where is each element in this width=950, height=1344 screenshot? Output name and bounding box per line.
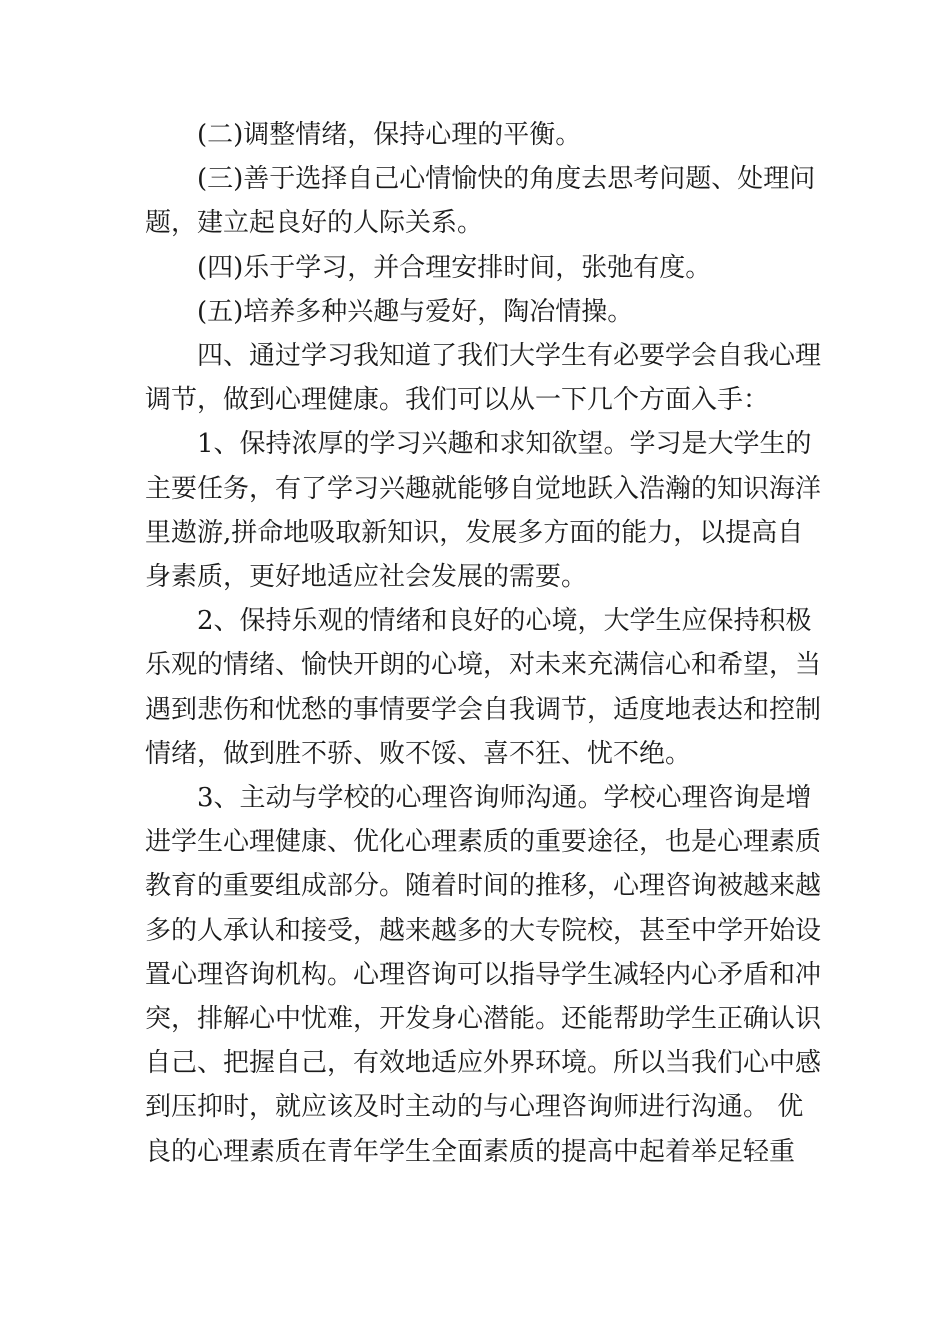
text-line: 乐观的情绪、愉快开朗的心境，对未来充满信心和希望，当 — [145, 650, 822, 681]
item-2 — [145, 599, 825, 776]
text-line: 1、保持浓厚的学习兴趣和求知欲望。学习是大学生的 — [197, 429, 812, 460]
text-line: 到压抑时，就应该及时主动的与心理咨询师进行沟通。 优 — [145, 1092, 804, 1123]
text-line: (四)乐于学习，并合理安排时间，张弛有度。 — [197, 252, 712, 283]
text-line: 进学生心理健康、优化心理素质的重要途径，也是心理素质 — [145, 827, 822, 858]
text-line: 身素质，更好地适应社会发展的需要。 — [145, 562, 588, 593]
text-line: 多的人承认和接受，越来越多的大专院校，甚至中学开始设 — [145, 915, 822, 946]
section-four — [145, 334, 825, 422]
text-line: (五)培养多种兴趣与爱好，陶冶情操。 — [197, 296, 634, 327]
text-line: 题，建立起良好的人际关系。 — [145, 208, 484, 239]
text-line: 良的心理素质在青年学生全面素质的提高中起着举足轻重 — [145, 1136, 796, 1167]
text-line: 教育的重要组成部分。随着时间的推移，心理咨询被越来越 — [145, 871, 822, 902]
text-line: 遇到悲伤和忧愁的事情要学会自我调节，适度地表达和控制 — [145, 694, 822, 725]
text-line: (二)调整情绪，保持心理的平衡。 — [197, 120, 582, 150]
paragraph-2 — [145, 113, 825, 157]
paragraph-3 — [145, 157, 825, 245]
text-line: 置心理咨询机构。心理咨询可以指导学生减轻内心矛盾和冲 — [145, 959, 822, 990]
text-line: 2、保持乐观的情绪和良好的心境，大学生应保持积极 — [197, 606, 812, 637]
text-line: 突，排解心中忧难，开发身心潜能。还能帮助学生正确认识 — [145, 1004, 822, 1035]
text-line: 3、主动与学校的心理咨询师沟通。学校心理咨询是增 — [197, 783, 812, 814]
document-body — [145, 113, 825, 1174]
paragraph-5 — [145, 290, 825, 334]
text-line: 调节，做到心理健康。我们可以从一下几个方面入手： — [145, 385, 770, 416]
text-line: 自己、把握自己，有效地适应外界环境。所以当我们心中感 — [145, 1048, 822, 1079]
text-line: 四、通过学习我知道了我们大学生有必要学会自我心理 — [197, 341, 822, 372]
item-3 — [145, 776, 825, 1174]
text-line: 主要任务，有了学习兴趣就能够自觉地跃入浩瀚的知识海洋 — [145, 473, 822, 504]
text-line: 里遨游,拼命地吸取新知识，发展多方面的能力，以提高自 — [145, 517, 804, 548]
paragraph-4 — [145, 246, 825, 290]
text-line: (三)善于选择自己心情愉快的角度去思考问题、处理问 — [197, 164, 816, 195]
text-line: 情绪，做到胜不骄、败不馁、喜不狂、忧不绝。 — [145, 738, 692, 769]
item-1 — [145, 422, 825, 599]
